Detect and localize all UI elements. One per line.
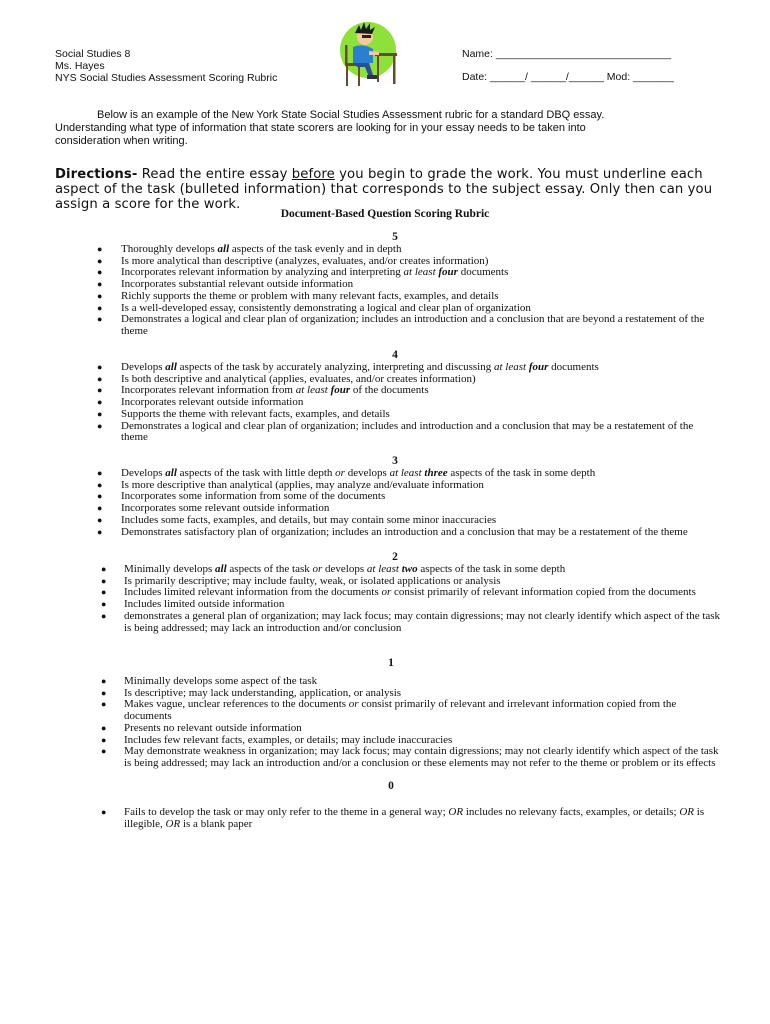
intro-line: consideration when writing.	[55, 135, 188, 147]
criterion-text: Is more descriptive than analytical (applies, may analyze and/evaluate information	[121, 478, 484, 491]
criterion-text: Incorporates relevant information by analyzing and interpreting	[121, 266, 404, 279]
criterion-text: OR	[448, 806, 464, 818]
criterion-text: Demonstrates a logical and clear plan of organization; includes an introduction and a conclusion that are beyond a restatement of the theme	[121, 313, 705, 337]
criteria-list	[0, 564, 770, 634]
criterion-text: four	[438, 266, 458, 279]
score-heading: 3	[392, 455, 398, 467]
criteria-list	[0, 362, 770, 444]
criterion-item	[0, 611, 724, 634]
criterion-text: develops	[322, 563, 367, 575]
criterion-item	[0, 807, 724, 830]
rubric-section-1	[0, 657, 770, 770]
criterion-text: is a blank paper	[180, 817, 253, 830]
bullet-icon: ●	[101, 734, 107, 745]
criterion-text: at least	[494, 361, 527, 373]
bullet-icon: ●	[97, 267, 103, 278]
criterion-item	[0, 587, 724, 599]
criteria-list	[0, 468, 770, 538]
bullet-icon: ●	[101, 699, 107, 710]
criterion-text: Includes few relevant facts, examples, or details; may include inaccuracies	[124, 733, 453, 746]
bullet-icon: ●	[97, 526, 103, 537]
criterion-text: two	[401, 563, 418, 575]
criterion-text: includes no relevany facts, examples, or details;	[463, 806, 680, 818]
name-field[interactable]: Name: ______________________________	[462, 48, 672, 60]
criterion-text: aspects of the task evenly and in depth	[229, 243, 402, 255]
criterion-text: Thoroughly develops	[121, 243, 218, 255]
bullet-icon: ●	[97, 408, 103, 419]
bullet-icon: ●	[97, 420, 103, 431]
criterion-text: Is more analytical than descriptive (analyzes, evaluates, and/or creates information)	[121, 254, 489, 267]
bullet-icon: ●	[101, 587, 107, 598]
criterion-text: Includes limited relevant information from the documents	[124, 586, 382, 599]
criterion-text: of the documents	[350, 384, 429, 397]
criterion-text: Incorporates relevant outside information	[121, 396, 304, 409]
intro-line: Understanding what type of information that state scorers are looking for in your essay needs to be taken into	[55, 122, 586, 134]
criterion-text: Demonstrates a logical and clear plan of organization; includes and introduction and a conclusion that may be a restatement of the theme	[121, 419, 694, 444]
criterion-item	[0, 491, 721, 503]
criterion-text: all	[215, 563, 227, 575]
criterion-text: Includes some facts, examples, and details, but may contain some minor inaccuracies	[121, 513, 497, 526]
criterion-text: Develops	[121, 467, 166, 479]
criterion-text: Minimally develops	[124, 563, 216, 575]
bullet-icon: ●	[101, 599, 107, 610]
bullet-icon: ●	[101, 746, 107, 757]
criterion-text: develops	[344, 467, 390, 479]
directions-label: Directions-	[55, 167, 138, 182]
rubric-section-0	[0, 780, 770, 830]
bullet-icon: ●	[97, 479, 103, 490]
rubric-section-3	[0, 455, 770, 538]
criterion-text: Richly supports the theme or problem with many relevant facts, examples, and details	[121, 289, 499, 302]
intro-paragraph	[55, 109, 715, 148]
score-heading: 0	[388, 780, 394, 792]
criterion-item	[0, 421, 721, 444]
course-name: Social Studies 8	[55, 48, 131, 60]
bullet-icon: ●	[97, 290, 103, 301]
criterion-text: or	[348, 698, 359, 711]
bullet-icon: ●	[101, 575, 107, 586]
rubric-title: Document-Based Question Scoring Rubric	[280, 208, 490, 220]
criterion-text: aspects of the task	[226, 563, 313, 575]
criterion-item	[0, 699, 724, 722]
bullet-icon: ●	[97, 279, 103, 290]
criterion-text: Supports the theme with relevant facts, examples, and details	[121, 407, 390, 420]
criterion-text: Is primarily descriptive; may include faulty, weak, or isolated applications or analysis	[124, 574, 501, 587]
rubric-section-5	[0, 231, 770, 338]
criterion-text: Makes vague, unclear references to the documents	[124, 698, 349, 711]
bullet-icon: ●	[101, 564, 107, 574]
criterion-text: documents	[548, 361, 599, 373]
directions-paragraph	[55, 167, 735, 212]
bullet-icon: ●	[101, 807, 107, 817]
criterion-text: consist primarily of relevant and irrelevant information copied from the documents	[124, 698, 677, 723]
rubric-section-2	[0, 551, 770, 634]
criteria-list	[0, 676, 770, 770]
criterion-text: three	[424, 467, 448, 479]
score-heading: 4	[392, 349, 398, 361]
bullet-icon: ●	[97, 362, 103, 372]
criterion-text: Develops	[121, 361, 166, 373]
criterion-text: at least	[389, 467, 422, 479]
criterion-text: demonstrates a general plan of organization; may lack focus; may contain digressions; may not clearly identify which aspect of the task is being addressed; may lack an introduction and/or conclusion	[124, 609, 721, 634]
bullet-icon: ●	[97, 373, 103, 384]
criterion-text: Demonstrates satisfactory plan of organization; includes an introduction and a conclusion that may be a restatement of the theme	[121, 525, 688, 538]
student-at-desk-illustration	[339, 17, 405, 89]
criterion-text: Incorporates relevant information from	[121, 384, 296, 397]
bullet-icon: ●	[101, 610, 107, 621]
criterion-text: aspects of the task with little depth	[176, 467, 336, 479]
criterion-text: or	[312, 563, 323, 575]
bullet-icon: ●	[101, 687, 107, 698]
bullet-icon: ●	[97, 302, 103, 313]
criterion-item	[0, 267, 721, 279]
criterion-text: Is descriptive; may lack understanding, application, or analysis	[124, 686, 402, 699]
criterion-text: four	[330, 384, 351, 397]
criterion-text: Incorporates substantial relevant outside information	[121, 278, 354, 291]
criterion-text: at least	[403, 266, 436, 279]
criterion-text: four	[528, 361, 549, 373]
teacher-name: Ms. Hayes	[55, 60, 105, 72]
date-mod-field[interactable]: Date: ______/ ______/______ Mod: _______	[462, 71, 674, 83]
document-header-left	[55, 48, 277, 84]
bullet-icon: ●	[97, 244, 103, 254]
criterion-text: OR	[165, 817, 181, 830]
criteria-list	[0, 807, 770, 830]
bullet-icon: ●	[97, 503, 103, 514]
criterion-item	[0, 746, 724, 769]
criterion-text: Fails to develop the task or may only refer to the theme in a general way;	[124, 806, 449, 818]
score-heading: 2	[392, 551, 398, 563]
rubric-section-4	[0, 349, 770, 444]
criterion-text: or	[335, 467, 345, 479]
bullet-icon: ●	[97, 255, 103, 266]
criterion-text: aspects of the task in some depth	[417, 563, 566, 575]
criterion-text: is illegible,	[124, 806, 705, 830]
bullet-icon: ●	[97, 397, 103, 408]
directions-underlined-word: before	[291, 167, 335, 182]
criterion-text: or	[381, 586, 392, 599]
criterion-text: Presents no relevant outside information	[124, 721, 302, 734]
criterion-text: all	[165, 361, 177, 373]
document-title: NYS Social Studies Assessment Scoring Rubric	[55, 72, 278, 84]
bullet-icon: ●	[97, 314, 103, 325]
criterion-text: aspects of the task in some depth	[447, 467, 596, 479]
criterion-text: Incorporates some relevant outside information	[121, 502, 330, 515]
criterion-text: Includes limited outside information	[124, 598, 285, 611]
criterion-text: all	[217, 243, 230, 255]
criterion-text: Incorporates some information from some of the documents	[121, 490, 386, 503]
criterion-text: May demonstrate weakness in organization; may lack focus; may contain digressions; may not clearly identify which aspect of the task is being addressed; may lack an introduction and/or a conclusion or these elements may not refer to the theme or problem or its effects	[124, 745, 719, 769]
criterion-text: consist primarily of relevant information copied from the documents	[391, 586, 696, 599]
bullet-icon: ●	[97, 468, 103, 478]
bullet-icon: ●	[97, 514, 103, 525]
bullet-icon: ●	[97, 385, 103, 396]
criterion-item	[0, 527, 721, 539]
criterion-text: aspects of the task by accurately analyzing, interpreting and discussing	[176, 361, 494, 373]
bullet-icon: ●	[101, 722, 107, 733]
score-heading: 5	[392, 231, 398, 243]
criterion-text: all	[165, 467, 177, 479]
bullet-icon: ●	[101, 676, 107, 686]
bullet-icon: ●	[97, 491, 103, 502]
criterion-item	[0, 314, 721, 337]
criteria-list	[0, 244, 770, 338]
criterion-text: Minimally develops some aspect of the task	[124, 675, 318, 687]
intro-line: Below is an example of the New York State Social Studies Assessment rubric for a standard DBQ essay.	[97, 109, 605, 121]
criterion-text: at least	[295, 384, 328, 397]
criterion-item	[0, 385, 721, 397]
criterion-text: OR	[679, 806, 695, 818]
criterion-text: Is a well-developed essay, consistently demonstrating a logical and clear plan of organization	[121, 301, 531, 314]
directions-text: you begin to grade the work. You must underline each aspect of the task (bulleted information) that corresponds to the subject essay. Only then can you assign a score for the work.	[55, 167, 713, 212]
criterion-text: documents	[457, 266, 509, 279]
document-header-right	[462, 48, 674, 83]
criterion-text: Is both descriptive and analytical (applies, evaluates, and/or creates information)	[121, 372, 476, 385]
score-heading: 1	[388, 657, 394, 669]
criterion-text: at least	[366, 563, 399, 575]
directions-text: Read the entire essay	[137, 167, 292, 182]
